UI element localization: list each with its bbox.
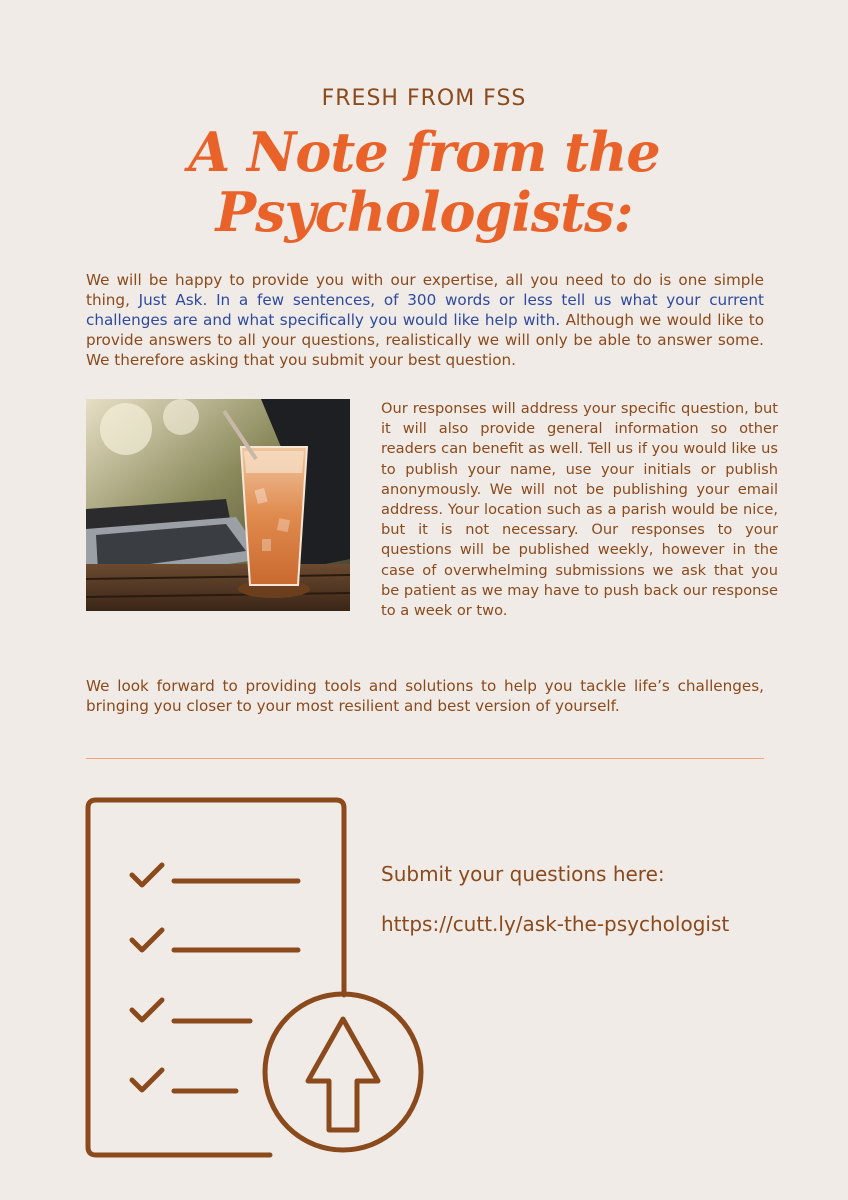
section-divider (86, 758, 764, 759)
page-title (0, 122, 848, 242)
checklist-upload-icon (80, 795, 440, 1169)
submit-label: Submit your questions here: (381, 862, 665, 886)
intro-highlight: Just Ask. In a few sentences, of 300 words or less tell us what your current challenges are and what specifically you would like help with. (86, 291, 764, 329)
submit-link[interactable]: https://cutt.ly/ask-the-psychologist (381, 912, 730, 936)
submission-guidelines: Our responses will address your specific question, but it will also provide general information so other readers can benefit as well. Tell us if you would like us to publish your name, use your initials or publish anonymously. We will not be publishing your email address. Your location such as a parish would be nice, but it is not necessary. Our responses to your questions will be published weekly, however in the case of overwhelming submissions we ask that you be patient as we may have to push back our response to a week or two. (381, 400, 778, 620)
iced-coffee-photo (86, 399, 350, 611)
intro-text-before: We will be happy to provide you with our expertise, all you need to do is one simple thing, (86, 271, 764, 309)
title-line-2: Psychologists: (215, 180, 633, 244)
closing-paragraph: We look forward to providing tools and solutions to help you tackle life’s challenges, bringing you closer to your most resilient and best version of yourself. (86, 677, 764, 715)
intro-paragraph (86, 270, 764, 370)
section-kicker: FRESH FROM FSS (321, 86, 527, 111)
intro-text-after: Although we would like to provide answers to all your questions, realistically we will only be able to answer some. We therefore asking that you submit your best question. (86, 311, 764, 369)
title-line-1: A Note from the (188, 120, 660, 184)
